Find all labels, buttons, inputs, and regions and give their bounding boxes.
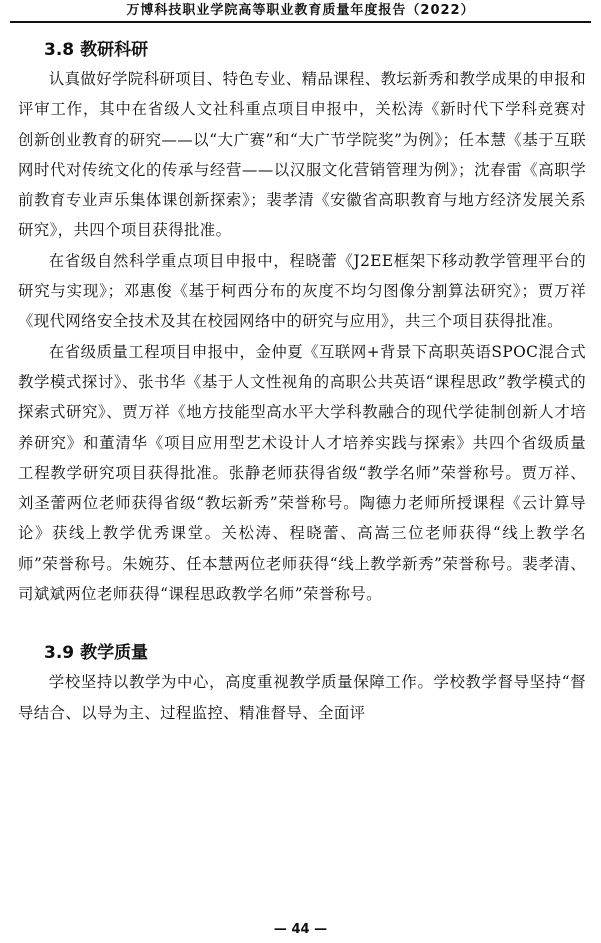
page-content	[18, 36, 586, 728]
report-title: 万博科技职业学院高等职业教育质量年度报告（2022）	[126, 3, 475, 18]
header-divider	[10, 21, 591, 23]
section-number: 3.9	[44, 643, 75, 664]
page-number: — 44 —	[273, 922, 328, 937]
section-title: 教研科研	[80, 40, 149, 60]
section-heading-3-8	[44, 36, 586, 64]
paragraph: 学校坚持以教学为中心，高度重视教学质量保障工作。学校教学督导坚持“督导结合、以导为主、过程监控、精准督导、全面评	[18, 673, 586, 722]
report-header	[0, 0, 601, 22]
paragraph: 认真做好学院科研项目、特色专业、精品课程、教坛新秀和教学成果的申报和评审工作，其中在省级人文社科重点项目申报中，关松涛《新时代下学科竞赛对创新创业教育的研究——以“大广赛”和“大广节学院奖”为例》；任本慧《基于互联网时代对传统文化的传承与经营——以汉服文化营销管理为例》；沈春雷《高职学前教育专业声乐集体课创新探索》；裴孝清《安徽省高职教育与地方经济发展关系研究》，共四个项目获得批准。	[18, 70, 586, 240]
section-number: 3.8	[44, 40, 75, 60]
section-heading-3-9	[44, 639, 586, 667]
section-title: 教学质量	[80, 643, 149, 664]
paragraph: 在省级质量工程项目申报中，金仲夏《互联网+背景下高职英语SPOC混合式教学模式探讨》、张书华《基于人文性视角的高职公共英语“课程思政”教学模式的探索式研究》、贾万祥《地方技能型高水平大学科教融合的现代学徒制创新人才培养研究》和董清华《项目应用型艺术设计人才培养实践与探索》共四个省级质量工程教学研究项目获得批准。张静老师获得省级“教学名师”荣誉称号。贾万祥、刘圣蕾两位老师获得省级“教坛新秀”荣誉称号。陶德力老师所授课程《云计算导论》获线上教学优秀课堂。关松涛、程晓蕾、高嵩三位老师获得“线上教学名师”荣誉称号。朱婉芬、任本慧两位老师获得“线上教学新秀”荣誉称号。裴孝清、司斌斌两位老师获得“课程思政教学名师”荣誉称号。	[18, 342, 586, 604]
paragraph: 在省级自然科学重点项目申报中，程晓蕾《J2EE框架下移动教学管理平台的研究与实现》；邓惠俊《基于柯西分布的灰度不均匀图像分割算法研究》；贾万祥《现代网络安全技术及其在校园网络中的研究与应用》，共三个项目获得批准。	[18, 251, 586, 331]
section-spacer	[18, 609, 586, 639]
